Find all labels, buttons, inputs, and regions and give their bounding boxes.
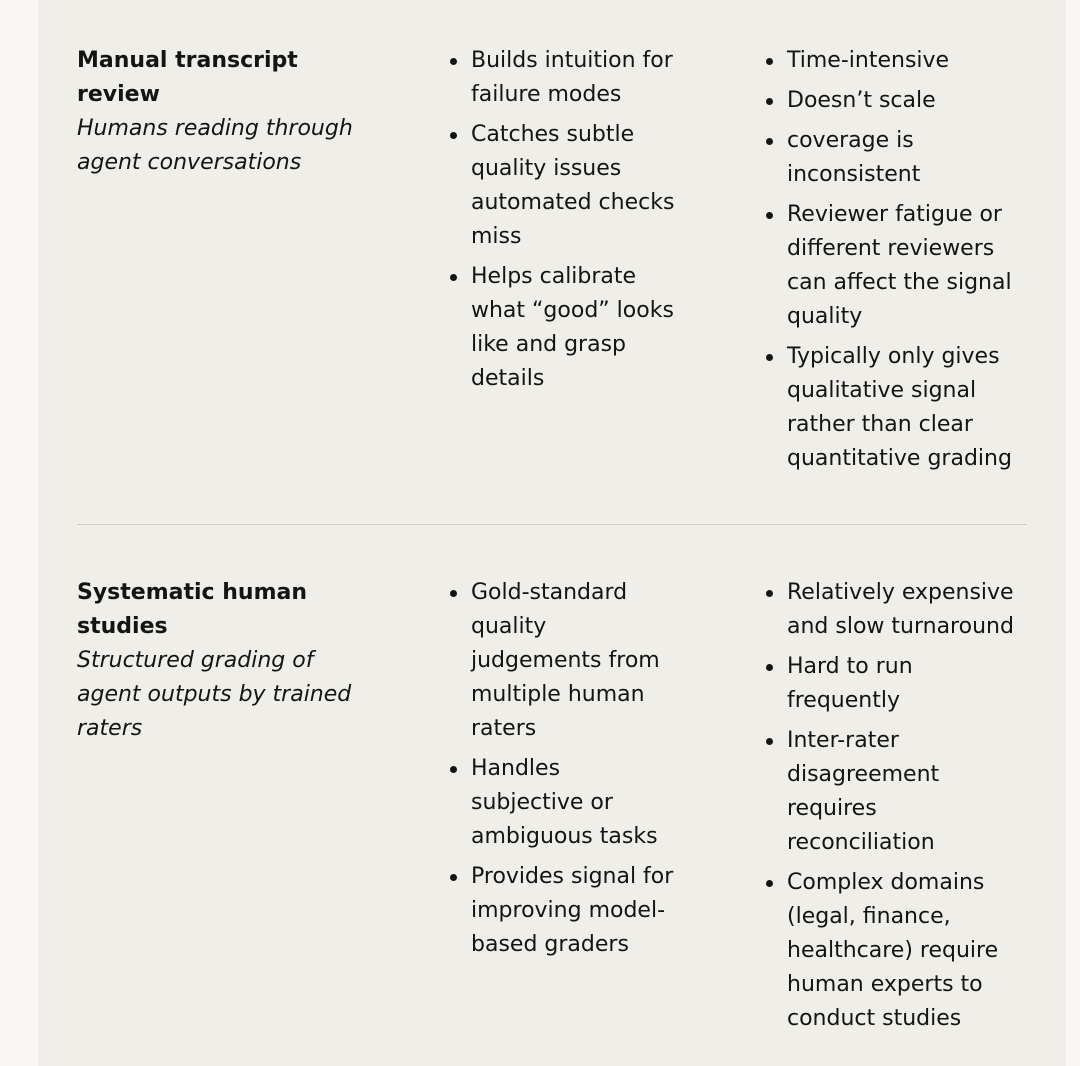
method-description: Humans reading through agent conversations bbox=[77, 116, 353, 175]
con-item: Doesn’t scale bbox=[764, 84, 1024, 118]
pro-item: Builds intuition for failure modes bbox=[448, 44, 678, 112]
con-item: Hard to run frequently bbox=[764, 650, 1024, 718]
cons-list bbox=[764, 576, 1024, 1042]
method-name-cell bbox=[77, 576, 377, 746]
con-item: coverage is inconsistent bbox=[764, 124, 1024, 192]
method-title: Manual transcript review bbox=[77, 48, 298, 107]
comparison-table bbox=[38, 0, 1066, 1066]
pro-item: Catches subtle quality issues automated checks miss bbox=[448, 118, 678, 254]
pro-item: Provides signal for improving model-based graders bbox=[448, 860, 678, 962]
method-name-cell bbox=[77, 44, 377, 180]
method-description: Structured grading of agent outputs by trained raters bbox=[77, 648, 352, 741]
pro-item: Handles subjective or ambiguous tasks bbox=[448, 752, 678, 854]
cons-list bbox=[764, 44, 1024, 482]
row-divider bbox=[77, 524, 1027, 525]
con-item: Typically only gives qualitative signal rather than clear quantitative grading bbox=[764, 340, 1024, 476]
method-title: Systematic human studies bbox=[77, 580, 308, 639]
con-item: Inter-rater disagreement requires reconciliation bbox=[764, 724, 1024, 860]
pros-list bbox=[448, 576, 678, 968]
con-item: Complex domains (legal, finance, healthcare) require human experts to conduct studies bbox=[764, 866, 1024, 1036]
pro-item: Helps calibrate what “good” looks like and grasp details bbox=[448, 260, 678, 396]
pro-item: Gold-standard quality judgements from multiple human raters bbox=[448, 576, 678, 746]
con-item: Time-intensive bbox=[764, 44, 1024, 78]
con-item: Relatively expensive and slow turnaround bbox=[764, 576, 1024, 644]
con-item: Reviewer fatigue or different reviewers can affect the signal quality bbox=[764, 198, 1024, 334]
pros-list bbox=[448, 44, 678, 402]
